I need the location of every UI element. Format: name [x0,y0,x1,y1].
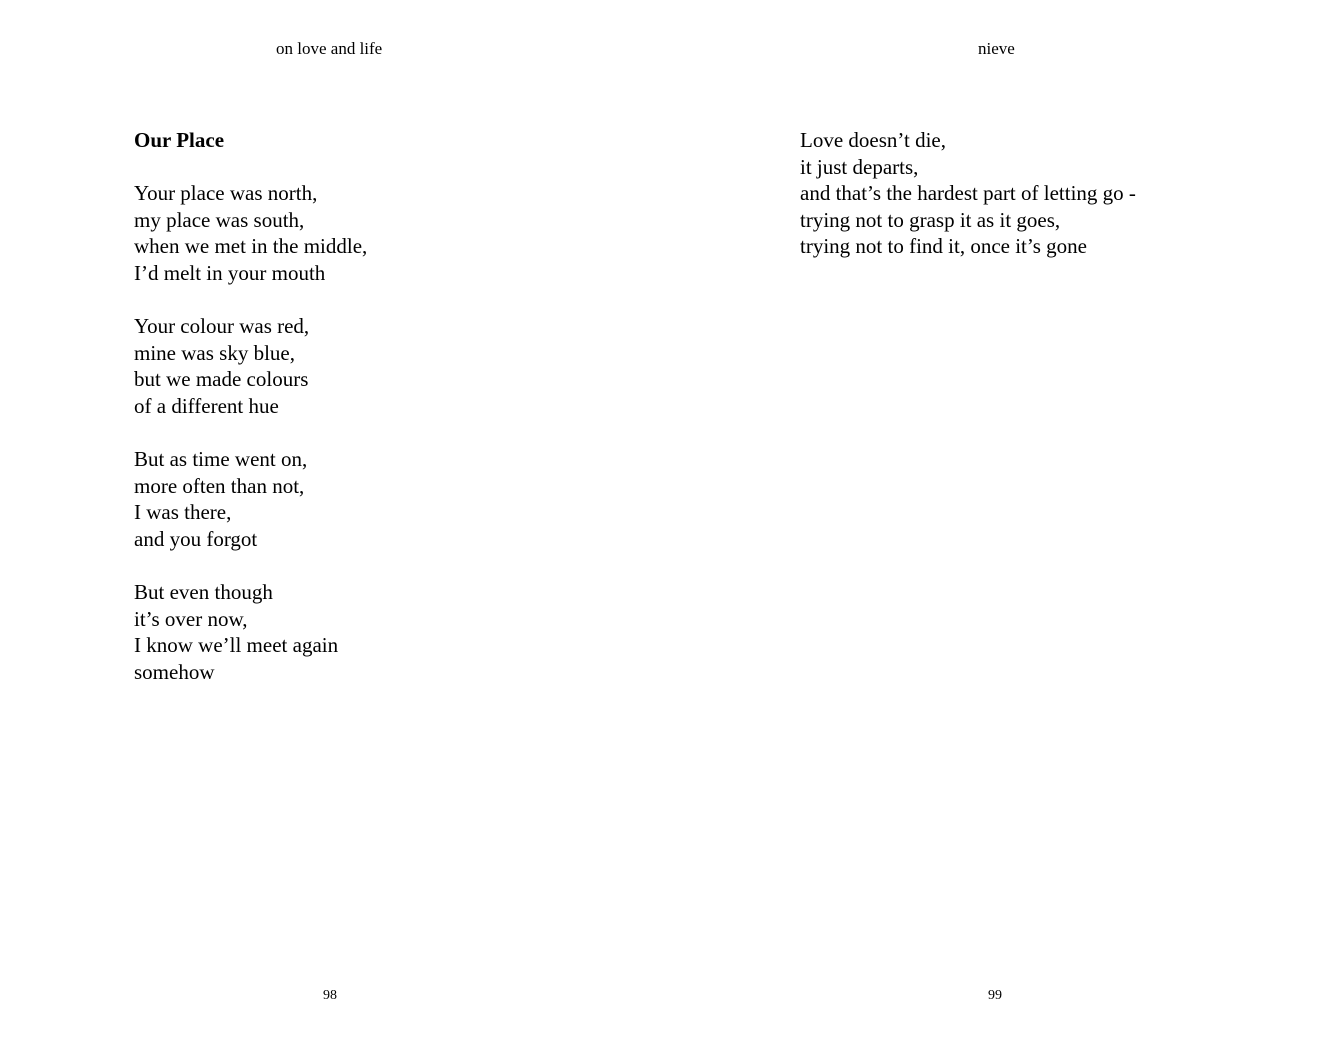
poem-line: and you forgot [134,526,258,551]
poem-line: But even though [134,580,273,605]
poem-line: somehow [134,659,215,684]
poem-line: of a different hue [134,393,279,418]
poem-line: trying not to find it, once it’s gone [800,234,1087,259]
poem-line: I know we’ll meet again [134,633,339,658]
stanza-4 [134,579,367,685]
poem-line: it’s over now, [134,606,248,631]
poem-love-doesnt-die [800,127,1136,287]
stanza-3 [134,446,367,552]
poem-line: but we made colours [134,367,309,392]
poem-line: my place was south, [134,207,305,232]
poem-our-place [134,127,367,712]
poem-line: it just departs, [800,154,919,179]
poem-line: mine was sky blue, [134,340,295,365]
poem-line: I was there, [134,500,232,525]
poem-line: I’d melt in your mouth [134,260,326,285]
poem-line: Love doesn’t die, [800,128,946,152]
poem-title: Our Place [134,128,225,152]
poem-line: But as time went on, [134,447,308,472]
poem-line: Your place was north, [134,181,318,206]
stanza-1 [800,127,1136,260]
running-head-author: nieve [978,39,1015,58]
stanza-1 [134,180,367,286]
poem-line: when we met in the middle, [134,234,368,259]
poem-line: and that’s the hardest part of letting go - [800,181,1136,206]
right-page [664,0,1328,1060]
page-number: 98 [323,988,337,1003]
poem-line: Your colour was red, [134,314,310,339]
poem-line: trying not to grasp it as it goes, [800,207,1061,232]
poem-line: more often than not, [134,473,305,498]
stanza-2 [134,313,367,419]
page-number: 99 [988,988,1002,1003]
running-head-book-title: on love and life [276,39,383,58]
